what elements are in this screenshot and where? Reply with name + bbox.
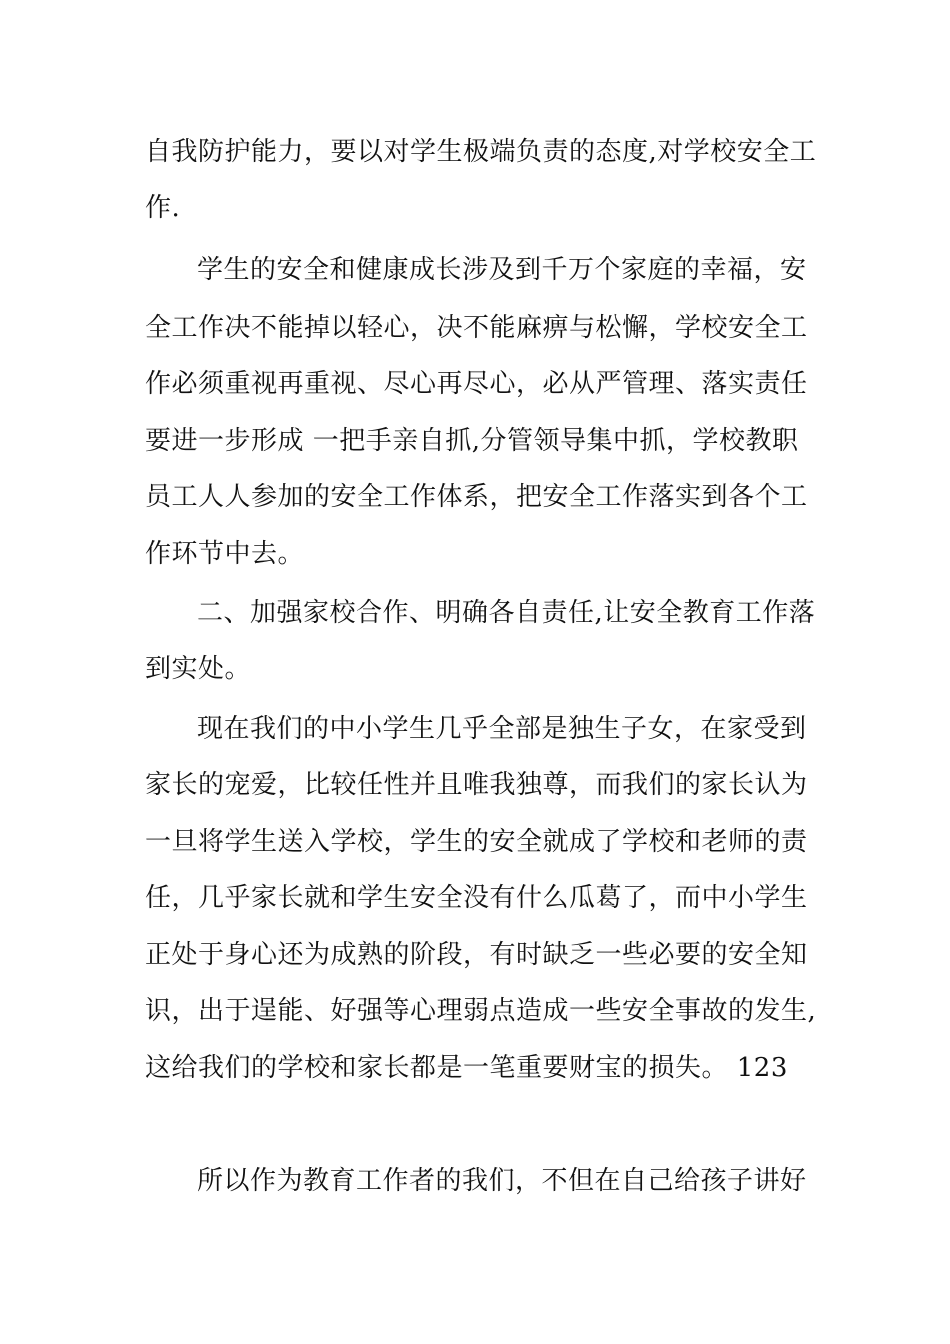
- text-line: 全工作决不能掉以轻心，决不能麻痹与松懈，学校安全工: [145, 313, 808, 343]
- text-line: 家长的宠爱，比较任性并且唯我独尊，而我们的家长认为: [145, 770, 808, 800]
- text-line: 任，几乎家长就和学生安全没有什么瓜葛了，而中小学生: [145, 883, 808, 913]
- text-line: 一旦将学生送入学校，学生的安全就成了学校和老师的责: [145, 827, 808, 857]
- text-line: 作.: [145, 193, 181, 223]
- paragraph-start-line: 学生的安全和健康成长涉及到千万个家庭的幸福，安: [197, 255, 807, 285]
- section-heading-line: 二、加强家校合作、明确各自责任,让安全教育工作落: [197, 598, 816, 628]
- text-line: 正处于身心还为成熟的阶段，有时缺乏一些必要的安全知: [145, 940, 808, 970]
- paragraph-start-line: 现在我们的中小学生几乎全部是独生子女，在家受到: [197, 714, 807, 744]
- text-line: 识，出于逞能、好强等心理弱点造成一些安全事故的发生,: [145, 996, 817, 1026]
- text-line: 自我防护能力，要以对学生极端负责的态度,对学校安全工: [145, 137, 817, 167]
- paragraph-start-line: 所以作为教育工作者的我们，不但在自己给孩子讲好: [197, 1166, 807, 1196]
- text-line: 作必须重视再重视、尽心再尽心，必从严管理、落实责任: [145, 369, 808, 399]
- text-line: 要进一步形成 一把手亲自抓,分管领导集中抓，学校教职: [145, 426, 799, 456]
- text-line: 员工人人参加的安全工作体系，把安全工作落实到各个工: [145, 482, 808, 512]
- section-heading-line: 到实处。: [145, 654, 252, 684]
- text-line: 这给我们的学校和家长都是一笔重要财宝的损失。 123: [145, 1053, 788, 1083]
- text-line: 作环节中去。: [145, 539, 305, 569]
